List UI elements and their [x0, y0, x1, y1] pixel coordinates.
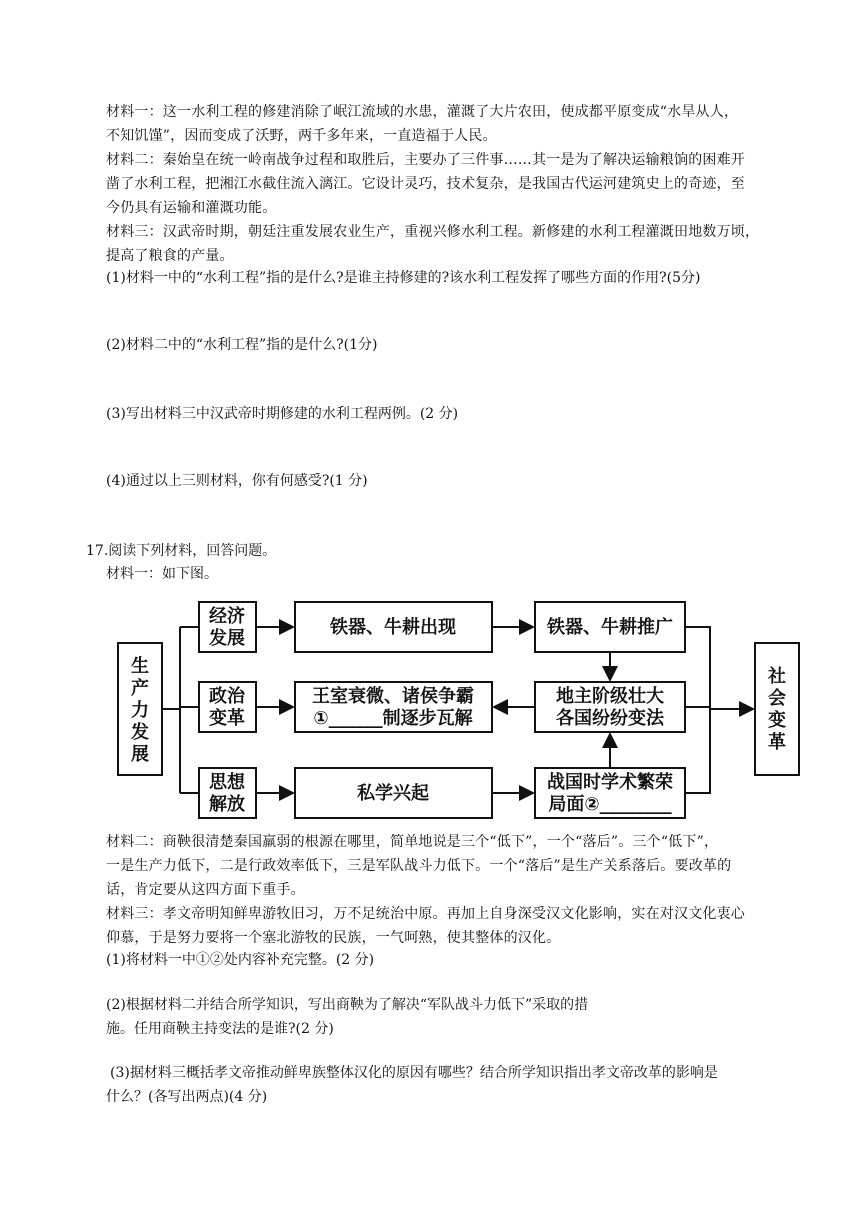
left-char-1: 生: [131, 656, 149, 677]
question-17-3-line-2: 什么？(各写出两点)(4 分): [106, 1089, 268, 1105]
left-char-5: 展: [131, 744, 149, 765]
question-17-2-line-1: (2)根据材料二并结合所学知识，写出商鞅为了解决“军队战斗力低下”采取的措: [106, 997, 589, 1013]
economy-line-2: 发展: [209, 628, 245, 649]
academic-text-1: 战国时学术繁荣: [547, 772, 673, 793]
material-2-line-3: 今仍具有运输和灌溉功能。: [106, 200, 277, 216]
q17-material-2-line-3: 话，肯定要从这四方面下重手。: [106, 882, 305, 898]
material-3-line-1: 材料三：汉武帝时期，朝廷注重发展农业生产，重视兴修水利工程。新修建的水利工程灌溉田地数万顷，: [106, 224, 760, 240]
left-bracket-line: [162, 627, 199, 793]
right-char-3: 变: [768, 710, 786, 731]
private-school-text: 私学兴起: [357, 783, 429, 804]
left-char-2: 产: [131, 678, 149, 699]
q17-material-2-line-2: 一是生产力低下，二是行政效率低下，三是军队战斗力低下。一个“落后”是生产关系落后。要改革的: [106, 858, 732, 874]
question-16-3: (3)写出材料三中汉武帝时期修建的水利工程两例。(2 分): [106, 406, 459, 422]
thought-line-2: 解放: [209, 794, 245, 815]
right-char-1: 社: [768, 666, 786, 687]
iron-appears-text: 铁器、牛耕出现: [330, 617, 456, 638]
royal-decline-text: 王室衰微、诸侯争霸: [312, 686, 474, 707]
right-bracket-line: [685, 627, 710, 793]
right-char-2: 会: [768, 688, 786, 709]
material-1-line-2: 不知饥馑”，因而变成了沃野，两千多年来，一直造福于人民。: [106, 128, 497, 144]
question-16-1: (1)材料一中的“水利工程”指的是什么?是谁主持修建的?该水利工程发挥了哪些方面的作用?(5分): [106, 270, 701, 286]
thought-line-1: 思想: [209, 772, 245, 793]
question-17-1: (1)将材料一中①②处内容补充完整。(2 分): [106, 952, 375, 968]
social-change-box: [755, 643, 799, 775]
q17-material-3-line-1: 材料三：孝文帝明知鲜卑游牧旧习，万不足统治中原。再加上自身深受汉文化影响，实在对汉文化衷心: [106, 906, 745, 922]
material-2-line-2: 凿了水利工程，把湘江水截住流入漓江。它设计灵巧，技术复杂，是我国古代运河建筑史上的奇迹，至: [106, 176, 745, 192]
economy-line-1: 经济: [209, 606, 245, 627]
material-2-line-1: 材料二：秦始皇在统一岭南战争过程和取胜后，主要办了三件事……其一是为了解决运输粮饷的困难开: [106, 152, 745, 168]
question-16-4: (4)通过以上三则材料，你有何感受?(1 分): [106, 473, 368, 489]
right-char-4: 革: [768, 732, 786, 753]
question-16-2: (2)材料二中的“水利工程”指的是什么?(1分): [106, 337, 378, 353]
question-17-2-line-2: 施。任用商鞅主持变法的是谁?(2 分): [106, 1021, 334, 1037]
blank-1-text: ①______制逐步瓦解: [313, 708, 473, 729]
iron-spread-text: 铁器、牛耕推广: [547, 617, 673, 638]
q17-material-2-line-1: 材料二：商鞅很清楚秦国羸弱的根源在哪里，简单地说是三个“低下”，一个“落后”。三个“低下”，: [106, 834, 719, 850]
material-3-line-2: 提高了粮食的产量。: [106, 248, 234, 264]
q17-material-3-line-2: 仰慕，于是努力要将一个塞北游牧的民族，一气呵熟，使其整体的汉化。: [106, 930, 561, 946]
academic-text-2: 局面②________: [548, 794, 672, 815]
question-17-3-line-1: (3)据材料三概括孝文帝推动鲜卑族整体汉化的原因有哪些？结合所学知识指出孝文帝改革的影响是: [110, 1065, 718, 1081]
reform-text: 各国纷纷变法: [556, 708, 664, 729]
material-1-line-1: 材料一：这一水利工程的修建消除了岷江流域的水患，灌溉了大片农田，使成都平原变成“水旱从人，: [106, 104, 739, 120]
question-17-title: 17.阅读下列材料，回答问题。: [86, 543, 277, 559]
landlord-class-text: 地主阶级壮大: [556, 686, 664, 707]
politics-line-1: 政治: [209, 686, 245, 707]
politics-line-2: 变革: [209, 708, 245, 729]
question-17-material-1: 材料一：如下图。: [106, 566, 218, 582]
left-char-4: 发: [131, 722, 149, 743]
left-char-3: 力: [131, 700, 149, 721]
